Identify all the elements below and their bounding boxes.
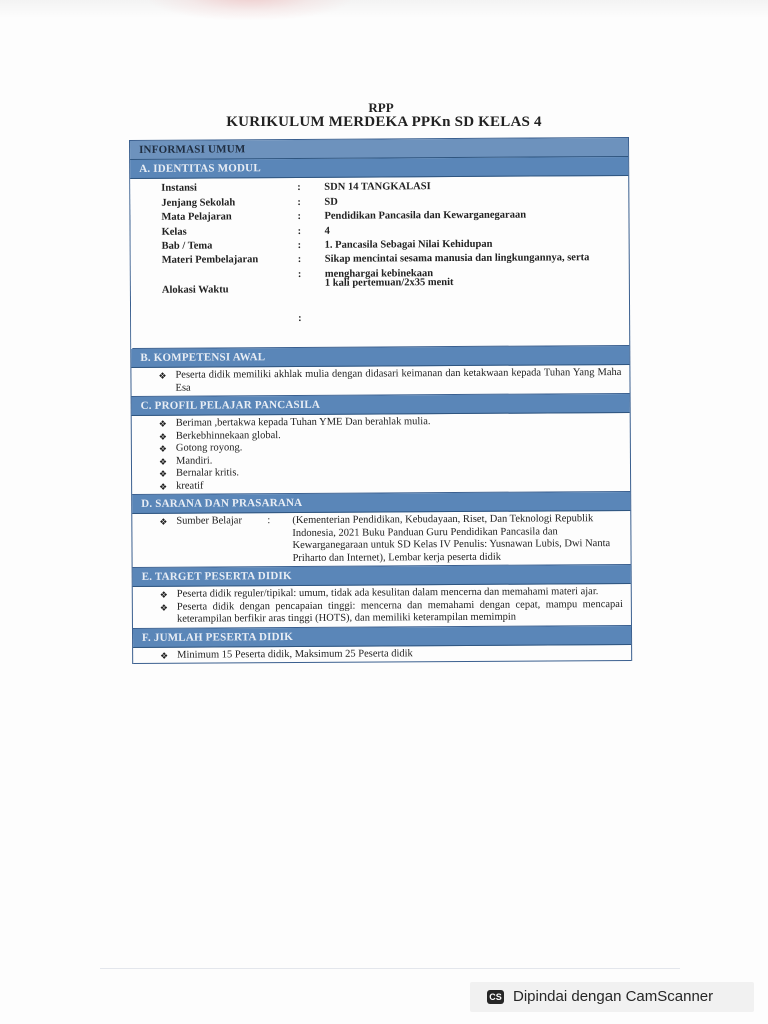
identity-label bbox=[162, 313, 302, 314]
diamond-bullet-icon: ❖ bbox=[158, 370, 167, 381]
identity-label: Kelas bbox=[161, 226, 187, 238]
diamond-bullet-icon: ❖ bbox=[158, 431, 167, 442]
target-list bbox=[133, 584, 631, 629]
identity-value: SD bbox=[324, 196, 338, 208]
list-item bbox=[157, 646, 623, 661]
identity-colon: : bbox=[297, 210, 302, 222]
section-informasi-umum: INFORMASI UMUM bbox=[130, 138, 628, 160]
diamond-bullet-icon: ❖ bbox=[158, 443, 167, 454]
identity-value: 1 kali pertemuan/2x35 menit bbox=[324, 277, 454, 289]
identity-label bbox=[162, 269, 302, 270]
sumber-belajar-colon: : bbox=[267, 515, 271, 527]
diamond-bullet-icon: ❖ bbox=[159, 481, 168, 492]
kompetensi-list bbox=[131, 365, 629, 397]
identity-colon: : bbox=[297, 253, 302, 265]
list-item-text: Peserta didik reguler/tipikal: umum, tidak ada kesulitan dalam mencerna dan memahami materi ajar. bbox=[176, 586, 599, 600]
page-bottom-edge bbox=[100, 968, 680, 969]
identity-colon: : bbox=[297, 181, 301, 193]
document-title: RPP bbox=[368, 100, 394, 115]
section-identitas-modul: A. IDENTITAS MODUL bbox=[130, 157, 628, 179]
sarana-block bbox=[132, 511, 630, 568]
finger-shadow bbox=[150, 0, 350, 20]
diamond-bullet-icon: ❖ bbox=[159, 516, 168, 527]
identity-label: Materi Pembelajaran bbox=[161, 254, 259, 266]
list-item-text: Peserta didik dengan pencapaian tinggi: mencerna dan memahami dengan cepat, mampu mencapai keterampilan berfikir aras tinggi (HOTS), dan memiliki keterampilan memimpin bbox=[176, 598, 623, 625]
section-jumlah-peserta: F. JUMLAH PESERTA DIDIK bbox=[133, 625, 631, 647]
list-item-text: Bernalar kritis. bbox=[176, 467, 240, 479]
identity-value bbox=[325, 311, 625, 313]
sumber-belajar-row bbox=[156, 513, 622, 566]
jumlah-list bbox=[133, 644, 631, 664]
list-item-text: Mandiri. bbox=[175, 454, 213, 467]
identity-label: Instansi bbox=[161, 182, 197, 194]
identity-value: Sikap mencintai sesama manusia dan lingkungannya, serta bbox=[324, 252, 590, 265]
section-sarana-prasarana: D. SARANA DAN PRASARANA bbox=[132, 492, 630, 514]
section-target-peserta: E. TARGET PESERTA DIDIK bbox=[133, 565, 631, 587]
section-kompetensi-awal: B. KOMPETENSI AWAL bbox=[131, 346, 629, 368]
identity-colon: : bbox=[297, 196, 301, 208]
identity-colon: : bbox=[297, 239, 302, 251]
identity-colon: : bbox=[297, 268, 302, 280]
identitas-block bbox=[130, 176, 629, 349]
identity-label: Mata Pelajaran bbox=[161, 211, 232, 223]
diamond-bullet-icon: ❖ bbox=[158, 418, 167, 429]
identity-colon: : bbox=[298, 312, 302, 324]
rpp-table bbox=[129, 137, 632, 664]
list-item-text: Berkebhinnekaan global. bbox=[175, 429, 281, 442]
list-item bbox=[157, 598, 623, 626]
sumber-belajar-text: (Kementerian Pendidikan, Kebudayaan, Riset, Dan Teknologi Republik Indonesia, 2021 Buku Panduan Guru Pendidikan Pancasila dan Kewarganegaraan untuk SD Kelas IV Penulis: Yusnawan Lubis, Dwi Nanta Priharto dan Internet), Lembar kerja peserta didik bbox=[292, 513, 611, 564]
diamond-bullet-icon: ❖ bbox=[160, 650, 169, 661]
identity-value: menghargai kebinekaan bbox=[324, 268, 434, 280]
identity-label: Bab / Tema bbox=[161, 240, 213, 252]
section-profil-pelajar: C. PROFIL PELAJAR PANCASILA bbox=[132, 394, 630, 416]
diamond-bullet-icon: ❖ bbox=[158, 456, 168, 467]
list-item-text: Minimum 15 Peserta didik, Maksimum 25 Peserta didik bbox=[177, 647, 413, 661]
diamond-bullet-icon: ❖ bbox=[159, 589, 168, 600]
identity-colon: : bbox=[297, 225, 302, 237]
list-item bbox=[155, 367, 621, 395]
identity-label: Jenjang Sekolah bbox=[161, 197, 236, 209]
document-subtitle: KURIKULUM MERDEKA PPKn SD KELAS 4 bbox=[226, 114, 542, 130]
list-item-text: Peserta didik memiliki akhlak mulia dengan didasari keimanan dan ketakwaan kepada Tuhan Yang Maha Esa bbox=[175, 366, 622, 394]
list-item-text: Gotong royong. bbox=[175, 442, 243, 454]
camscanner-logo-icon: CS bbox=[487, 990, 504, 1004]
identity-value: SDN 14 TANGKALASI bbox=[324, 181, 431, 193]
diamond-bullet-icon: ❖ bbox=[159, 602, 168, 613]
identity-label: Alokasi Waktu bbox=[161, 284, 229, 296]
list-item bbox=[156, 477, 622, 492]
identity-value: Pendidikan Pancasila dan Kewarganegaraan bbox=[324, 209, 527, 222]
identity-value: 4 bbox=[324, 225, 330, 237]
page-top-edge bbox=[0, 0, 768, 18]
list-item-text: Beriman ,bertakwa kepada Tuhan YME Dan berahlak mulia. bbox=[175, 416, 431, 429]
list-item-text: kreatif bbox=[176, 480, 204, 492]
identity-value: 1. Pancasila Sebagai Nilai Kehidupan bbox=[324, 238, 493, 251]
profil-list bbox=[132, 413, 630, 495]
sumber-belajar-label: Sumber Belajar bbox=[176, 515, 242, 527]
camscanner-text: Dipindai dengan CamScanner bbox=[513, 988, 714, 1005]
camscanner-watermark bbox=[470, 982, 754, 1012]
diamond-bullet-icon: ❖ bbox=[159, 468, 168, 479]
